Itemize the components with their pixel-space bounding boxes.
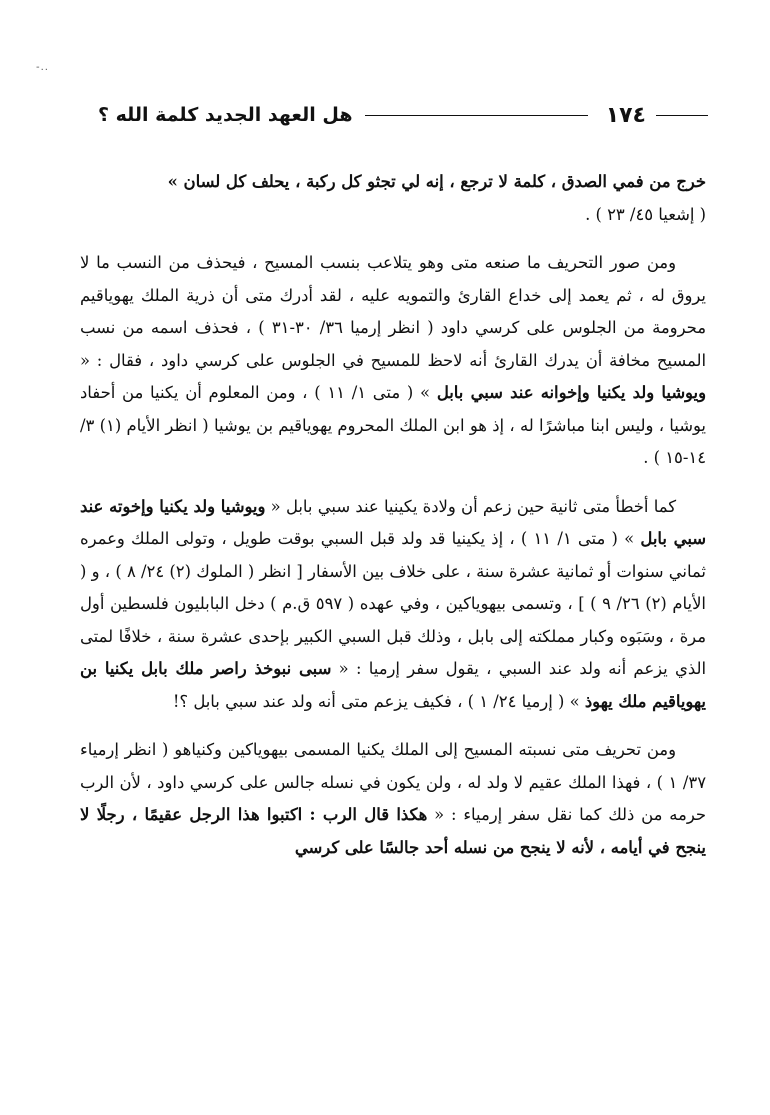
paragraph-quote-end bbox=[80, 166, 706, 231]
paragraph-text: كما أخطأ متى ثانية حين زعم أن ولادة يكينيا عند سبي بابل « bbox=[270, 496, 676, 516]
bold-quote: هكذا قال الرب : اكتبوا هذا الرجل عقيمًا ، رجلًا لا ينجح في أيامه ، لأنه لا ينجح من نسله أحد جالسًا على كرسي bbox=[80, 805, 706, 857]
paragraph-jeconiah-birth bbox=[80, 491, 706, 719]
quote-reference: ( إشعيا ٤٥/ ٢٣ ) . bbox=[585, 204, 706, 224]
page-body bbox=[80, 166, 706, 864]
header-rule-left bbox=[365, 115, 588, 116]
bold-quote: ويوشيا ولد يكنيا وإخوانه عند سبي بابل bbox=[436, 383, 707, 402]
paragraph-text: » ( متى ١/ ١١ ) ، ومن المعلوم أن يكنيا من أحفاد يوشيا ، وليس ابنا مباشرًا له ، إذ هو ابن الملك المحروم يهوياقيم بن يوشيا ( انظر الأيام (١) ٣/ ١٤-١٥ ) . bbox=[80, 383, 706, 467]
bold-quote: سبى نبوخذ راصر ملك بابل يكنيا بن يهوياقيم ملك يهوذ bbox=[80, 659, 706, 711]
scan-mark: -.. bbox=[36, 62, 49, 73]
page-number: ١٧٤ bbox=[605, 102, 646, 128]
paragraph-text: ومن صور التحريف ما صنعه متى وهو يتلاعب بنسب المسيح ، فيحذف من النسب ما لا يروق له ، ثم يعمد إلى خداع القارئ والتمويه عليه ، لقد أدرك متى أن ذرية الملك يهوياقيم محرومة من الجلوس على كرسي داود ( انظر إرميا ٣٦/ ٣٠-٣١ ) ، فحذف اسمه من نسب المسيح مخافة أن يدرك القارئ أنه لاحظ للمسيح في الجلوس على كرسي داود ، فقال : « bbox=[80, 253, 707, 370]
quote-line: خرج من فمي الصدق ، كلمة لا ترجع ، إنه لي تجثو كل ركبة ، يحلف كل لسان » bbox=[167, 172, 706, 191]
paragraph-text: ومن تحريف متى نسبته المسيح إلى الملك يكنيا المسمى بيهوياكين وكنياهو ( انظر إرمياء ٣٧/ ١ ) ، فهذا الملك عقيم لا ولد له ، ولن يكون في نسله جالس على كرسي داود ، لأن الرب حرمه من ذلك كما نقل سفر إرمياء : « bbox=[80, 740, 707, 824]
paragraph-text: » ( متى ١/ ١١ ) ، إذ يكينيا قد ولد قبل السبي بوقت طويل ، وتولى الملك وعمره ثماني سنوات أو ثمانية عشرة سنة ، على خلاف بين الأسفار [ انظر ( الملوك (٢) ٢٤/ ٨ ) ، و ( الأيام (٢) ٢٦/ ٩ ) ] ، وتسمى بيهوياكين ، وفي عهده ( ٥٩٧ ق.م ) دخل البابليون فلسطين أول مرة ، وسَبَوه وكبار مملكته إلى بابل ، وذلك قبل السبي الكبير بإحدى عشرة سنة ، خلافًا لمتى الذي يزعم أنه ولد عند السبي ، يقول سفر إرميا : « bbox=[80, 529, 706, 678]
paragraph-text: » ( إرميا ٢٤/ ١ ) ، فكيف يزعم متى أنه ولد عند سبي بابل ؟! bbox=[172, 691, 580, 711]
bold-quote: ويوشيا ولد يكنيا وإخوته عند سبي بابل bbox=[80, 496, 707, 548]
header-rule-right bbox=[656, 115, 708, 116]
paragraph-genealogy bbox=[80, 247, 706, 475]
page-header bbox=[98, 100, 708, 130]
book-title: هل العهد الجديد كلمة الله ؟ bbox=[98, 104, 353, 126]
paragraph-childless-king bbox=[80, 734, 706, 864]
